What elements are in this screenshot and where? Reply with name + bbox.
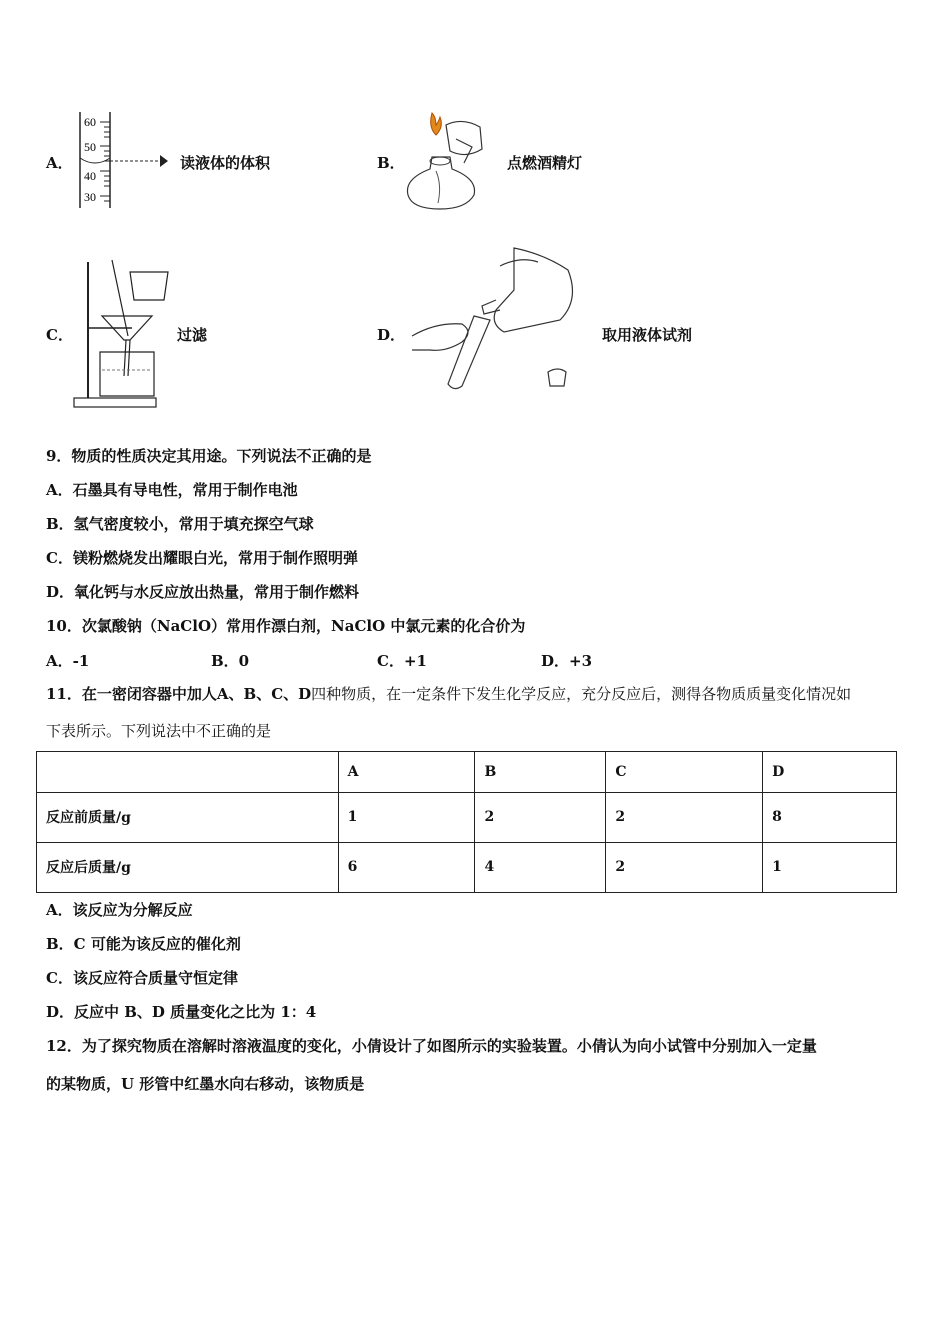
table-cell: 6 — [338, 842, 475, 892]
eye-icon — [160, 155, 168, 167]
q10-option-d: D．+3 — [541, 652, 593, 670]
q10-stem: 10．次氯酸钠（NaClO）常用作漂白剂，NaClO 中氯元素的化合价为 — [46, 617, 526, 635]
q11-mass-table — [36, 751, 897, 893]
q8-option-c-letter: C． — [46, 326, 73, 344]
q9-option-b: B．氢气密度较小，常用于填充探空气球 — [46, 515, 314, 533]
q8-option-b-letter: B． — [377, 154, 405, 172]
q11-stem-line2: 下表所示。下列说法中不正确的是 — [46, 722, 272, 740]
table-cell: 8 — [763, 792, 897, 842]
q8-option-d-caption: 取用液体试剂 — [602, 326, 693, 344]
q11-option-b: B．C 可能为该反应的催化剂 — [46, 935, 241, 953]
q11-stem-line1 — [46, 683, 851, 704]
table-header-cell — [37, 752, 339, 793]
pouring-liquid-figure — [410, 240, 582, 392]
graduated-cylinder-figure — [72, 108, 182, 212]
q10-option-c: C．+1 — [377, 652, 427, 670]
q8-option-a-letter: A． — [46, 154, 73, 172]
table-row — [37, 792, 897, 842]
table-cell: 2 — [606, 842, 763, 892]
table-header-cell: D — [763, 752, 897, 793]
q9-option-d: D．氧化钙与水反应放出热量，常用于制作燃料 — [46, 583, 360, 601]
table-cell: 4 — [475, 842, 606, 892]
table-header-cell: A — [338, 752, 475, 793]
tick-label: 30 — [84, 190, 96, 204]
q8-option-d-letter: D． — [377, 326, 406, 344]
table-cell: 2 — [606, 792, 763, 842]
q8-option-a-caption: 读液体的体积 — [180, 154, 271, 172]
q11-stem-bold: 11．在一密闭容器中加人A、B、C、D — [46, 685, 312, 703]
table-cell: 1 — [763, 842, 897, 892]
tick-label: 50 — [84, 140, 96, 154]
q10-option-a: A．-1 — [46, 652, 90, 670]
q11-option-a: A．该反应为分解反应 — [46, 901, 193, 919]
filtration-figure — [72, 256, 172, 412]
q8-option-b-caption: 点燃酒精灯 — [507, 154, 583, 172]
q11-option-c: C．该反应符合质量守恒定律 — [46, 969, 238, 987]
q12-stem-line2: 的某物质，U 形管中红墨水向右移动，该物质是 — [46, 1075, 365, 1093]
table-header-cell: B — [475, 752, 606, 793]
q8-option-c-caption: 过滤 — [177, 326, 208, 344]
q11-option-d: D．反应中 B、D 质量变化之比为 1：4 — [46, 1003, 317, 1021]
alcohol-lamp-figure — [402, 105, 507, 213]
table-cell: 1 — [338, 792, 475, 842]
q11-stem-rest: 四种物质，在一定条件下发生化学反应，充分反应后，测得各物质质量变化情况如 — [311, 685, 852, 703]
q9-option-c: C．镁粉燃烧发出耀眼白光，常用于制作照明弹 — [46, 549, 358, 567]
q12-stem-line1: 12．为了探究物质在溶解时溶液温度的变化，小倩设计了如图所示的实验装置。小倩认为向小试管中分别加入一定量 — [46, 1037, 817, 1055]
table-header-row — [37, 752, 897, 793]
q10-option-b: B．0 — [211, 652, 250, 670]
table-cell: 反应前质量/g — [37, 792, 339, 842]
table-header-cell: C — [606, 752, 763, 793]
table-cell: 2 — [475, 792, 606, 842]
tick-label: 60 — [84, 115, 96, 129]
q9-option-a: A．石墨具有导电性，常用于制作电池 — [46, 481, 298, 499]
tick-label: 40 — [84, 169, 96, 183]
table-cell: 反应后质量/g — [37, 842, 339, 892]
q9-stem: 9．物质的性质决定其用途。下列说法不正确的是 — [46, 447, 372, 465]
table-row — [37, 842, 897, 892]
